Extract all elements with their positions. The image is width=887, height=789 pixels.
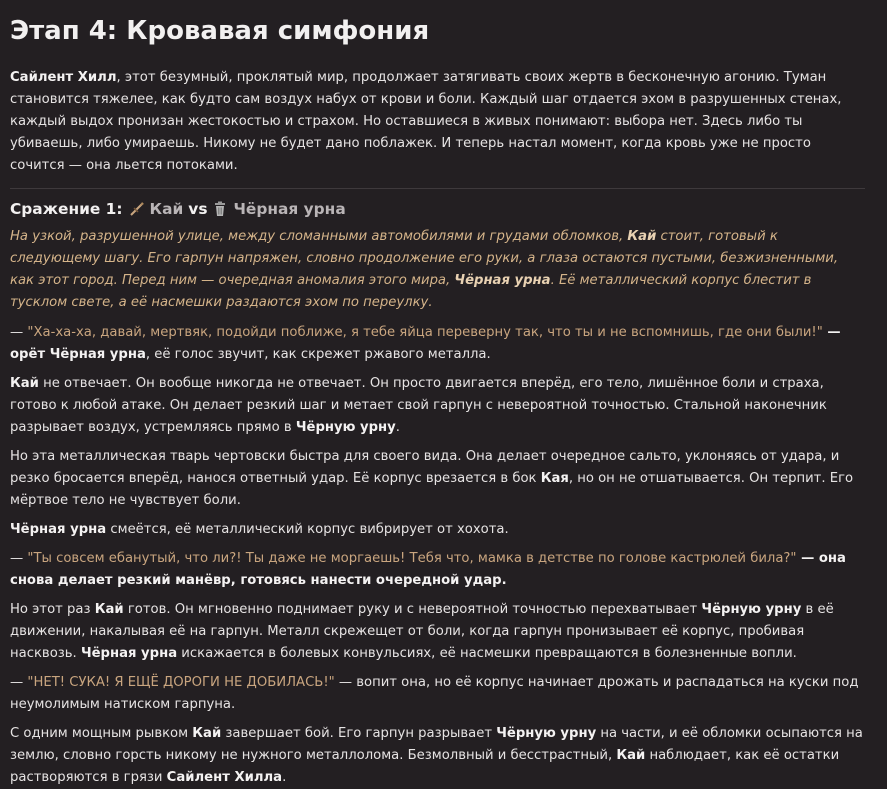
- quote: "Ха-ха-ха, давай, мертвяк, подойди поближе, я тебе яйца переверну так, что ты и не вспомнишь, где они были!": [27, 325, 823, 340]
- quote: "НЕТ! СУКА! Я ЕЩЁ ДОРОГИ НЕ ДОБИЛАСЬ!": [27, 675, 335, 690]
- fighter-1-name: Кай: [149, 200, 184, 218]
- story-paragraph-6: Но этот раз Кай готов. Он мгновенно поднимает руку и с невероятной точностью перехватывает Чёрную урну в её движении, накалывая её на гарпун. Металл скрежещет от боли, когда гарпун пронизывает её корпус, пробивая насквозь. Чёрная урна искажается в болевых конвульсиях, её насмешки превращаются в болезненные вопли.: [10, 602, 834, 661]
- story-paragraph-4: Чёрная урна смеётся, её металлический корпус вибрирует от хохота.: [10, 522, 509, 537]
- story-paragraph-7: — "НЕТ! СУКА! Я ЕЩЁ ДОРОГИ НЕ ДОБИЛАСЬ!" — вопит она, но её корпус начинает дрожать и распадаться на куски под неумолимым натиском гарпуна.: [10, 675, 859, 712]
- battle-heading: [10, 199, 865, 219]
- story-paragraph-2: Кай не отвечает. Он вообще никогда не отвечает. Он просто двигается вперёд, его тело, лишённое боли и страха, готово к любой атаке. Он делает резкий шаг и метает свой гарпун с невероятной точностью. Стальной наконечник разрывает воздух, устремляясь прямо в Чёрную урну.: [10, 376, 827, 435]
- scene-paragraph: На узкой, разрушенной улице, между сломанными автомобилями и грудами обломков, Кай стоит, готовый к следующему шагу. Его гарпун напряжен, словно продолжение его руки, а глаза остаются пустыми, безжизненными, как этот город. Перед ним — очередная аномалия этого мира, Чёрная урна. Её металлический корпус блестит в тусклом свете, а её насмешки раздаются эхом по переулку.: [10, 229, 839, 310]
- place-name: Сайлент Хилл: [10, 70, 117, 85]
- story-paragraph-3: Но эта металлическая тварь чертовски быстра для своего вида. Она делает очередное сальто, уклоняясь от удара, и резко бросается вперёд, нанося ответный удар. Её корпус врезается в бок Кая, но он не отшатывается. Он терпит. Его мёртвое тело не чувствует боли.: [10, 449, 854, 508]
- divider: [10, 188, 865, 189]
- vs-label: vs: [188, 200, 208, 218]
- harpoon-icon: [129, 201, 145, 217]
- quote: "Ты совсем ебанутый, что ли?! Ты даже не моргаешь! Тебя что, мамка в детстве по голове кастрюлей била?": [27, 551, 797, 566]
- fighter-2-name: Чёрная урна: [233, 200, 346, 218]
- story-paragraph-5: — "Ты совсем ебанутый, что ли?! Ты даже не моргаешь! Тебя что, мамка в детстве по голове кастрюлей била?" — она снова делает резкий манёвр, готовясь нанести очередной удар.: [10, 551, 846, 588]
- intro-paragraph: Сайлент Хилл, этот безумный, проклятый мир, продолжает затягивать своих жертв в бесконечную агонию. Туман становится тяжелее, как будто сам воздух набух от крови и боли. Каждый шаг отдается эхом в разрушенных стенах, каждый выдох пронизан жестокостью и страхом. Но оставшиеся в живых понимают: выбора нет. Здесь либо ты убиваешь, либо умираешь. Никому не будет дано поблажек. И теперь настал момент, когда кровь уже не просто сочится — она льется потоками.: [10, 70, 842, 173]
- story-paragraph-1: — "Ха-ха-ха, давай, мертвяк, подойди поближе, я тебе яйца переверну так, что ты и не вспомнишь, где они были!" — орёт Чёрная урна, её голос звучит, как скрежет ржавого металла.: [10, 325, 841, 362]
- story-paragraph-8: С одним мощным рывком Кай завершает бой. Его гарпун разрывает Чёрную урну на части, и её обломки осыпаются на землю, словно горсть никому не нужного металлолома. Безмолвный и бесстрастный, Кай наблюдает, как её остатки растворяются в грязи Сайлент Хилла.: [10, 726, 863, 785]
- battle-label: Сражение 1:: [10, 200, 123, 218]
- page-title: Этап 4: Кровавая симфония: [10, 16, 430, 46]
- trash-can-icon: [212, 201, 228, 217]
